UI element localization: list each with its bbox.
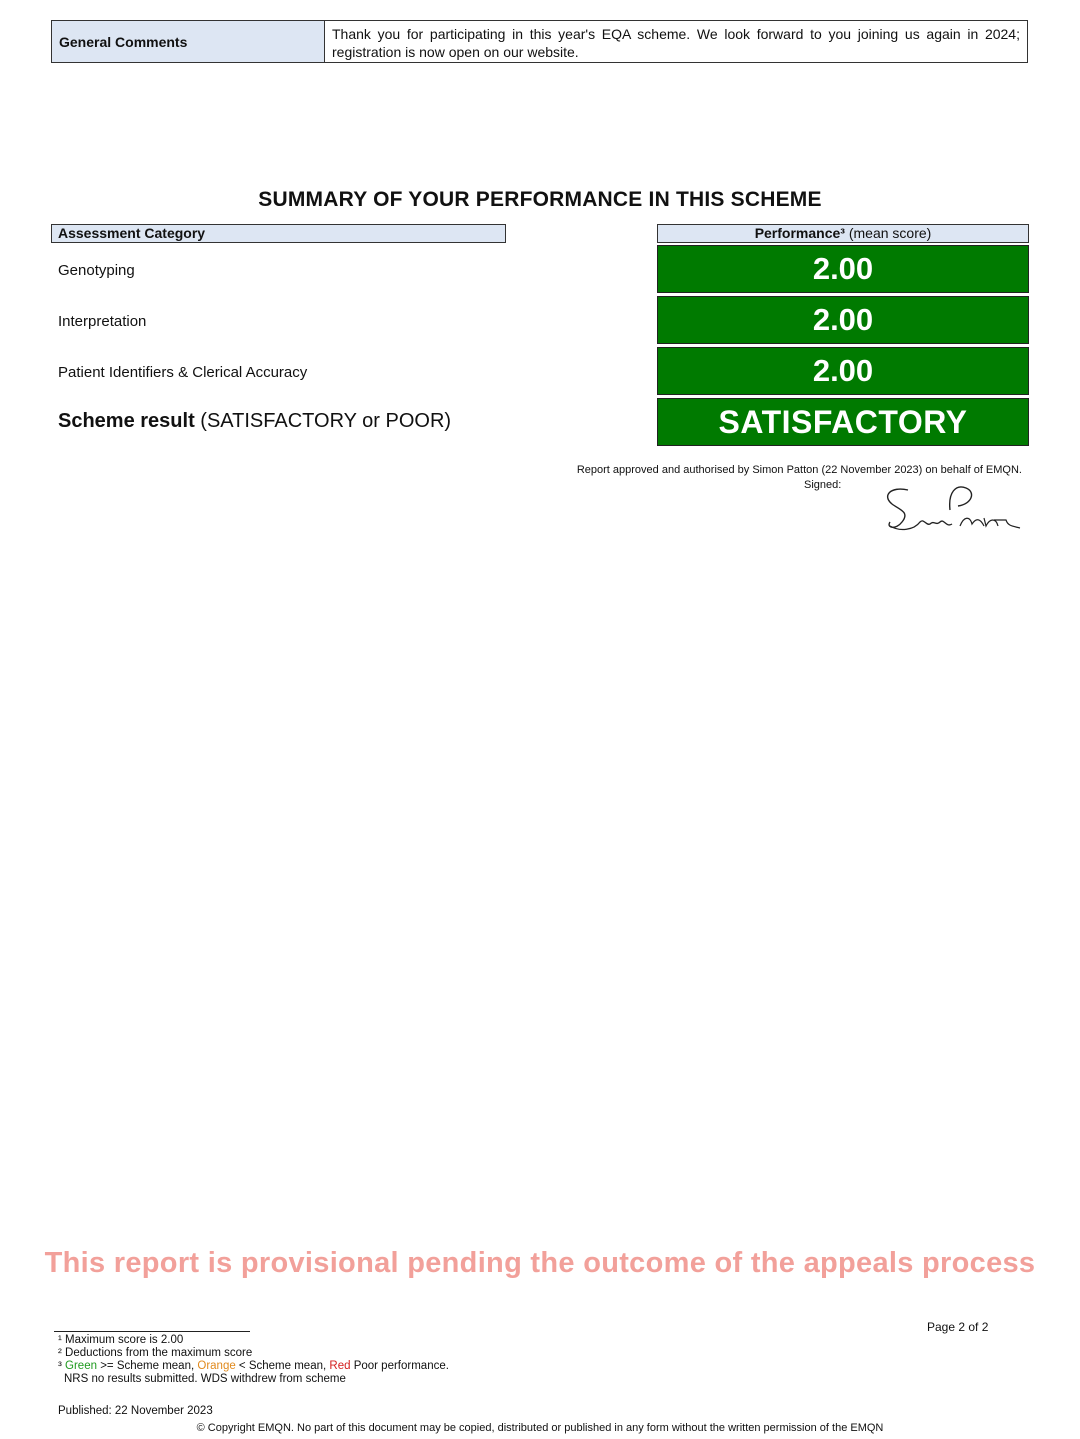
signature-image <box>880 482 1030 538</box>
footnote-3 <box>58 1360 449 1373</box>
scheme-result-value: SATISFACTORY <box>718 404 968 440</box>
scheme-result-label <box>58 410 451 433</box>
footnote-3-mid1: >= Scheme mean, <box>97 1360 198 1372</box>
scheme-result-options: (SATISFACTORY or POOR) <box>194 410 452 432</box>
footnote-3-marker: ³ <box>58 1360 66 1372</box>
performance-header <box>657 224 1029 243</box>
footnote-divider <box>54 1331 250 1332</box>
general-comments-text: Thank you for participating in this year's EQA scheme. We look forward to you joining us again in 2024; registration is now open on our website. <box>332 26 1020 60</box>
scheme-result-box <box>657 398 1029 446</box>
general-comments-label: General Comments <box>52 21 325 62</box>
score-value: 2.00 <box>812 353 874 388</box>
score-patient-identifiers <box>657 347 1029 395</box>
score-value: 2.00 <box>812 251 874 286</box>
assessment-category-header: Assessment Category <box>51 224 506 243</box>
footnote-1: ¹ Maximum score is 2.00 <box>58 1334 184 1346</box>
summary-title: SUMMARY OF YOUR PERFORMANCE IN THIS SCHEME <box>258 188 822 211</box>
general-comments-box <box>51 20 1028 63</box>
page-number: Page 2 of 2 <box>927 1320 989 1334</box>
signed-label: Signed: <box>804 479 842 491</box>
footnote-2: ² Deductions from the maximum score <box>58 1347 253 1359</box>
performance-header-unit: (mean score) <box>844 225 932 241</box>
score-value: 2.00 <box>812 302 874 337</box>
scheme-result-title: Scheme result <box>58 410 195 432</box>
category-interpretation: Interpretation <box>58 313 147 330</box>
category-genotyping: Genotyping <box>58 262 135 279</box>
footnote-3-mid2: < Scheme mean, <box>235 1360 330 1372</box>
provisional-notice: This report is provisional pending the outcome of the appeals process <box>44 1247 1036 1279</box>
performance-header-label: Performance³ <box>754 225 845 241</box>
footnote-3-end: Poor performance. <box>350 1360 449 1372</box>
copyright-notice: © Copyright EMQN. No part of this document may be copied, distributed or published in any form without the written permission of the EMQN <box>196 1422 884 1434</box>
footnote-orange: Orange <box>197 1360 236 1372</box>
footnote-4: NRS no results submitted. WDS withdrew from scheme <box>64 1373 346 1385</box>
footnote-green: Green <box>65 1360 97 1372</box>
category-patient-identifiers: Patient Identifiers & Clerical Accuracy <box>58 364 308 381</box>
published-date: Published: 22 November 2023 <box>58 1405 213 1417</box>
approval-statement: Report approved and authorised by Simon Patton (22 November 2023) on behalf of EMQN. <box>576 464 1022 476</box>
footnote-red: Red <box>329 1360 351 1372</box>
score-genotyping <box>657 245 1029 293</box>
score-interpretation <box>657 296 1029 344</box>
